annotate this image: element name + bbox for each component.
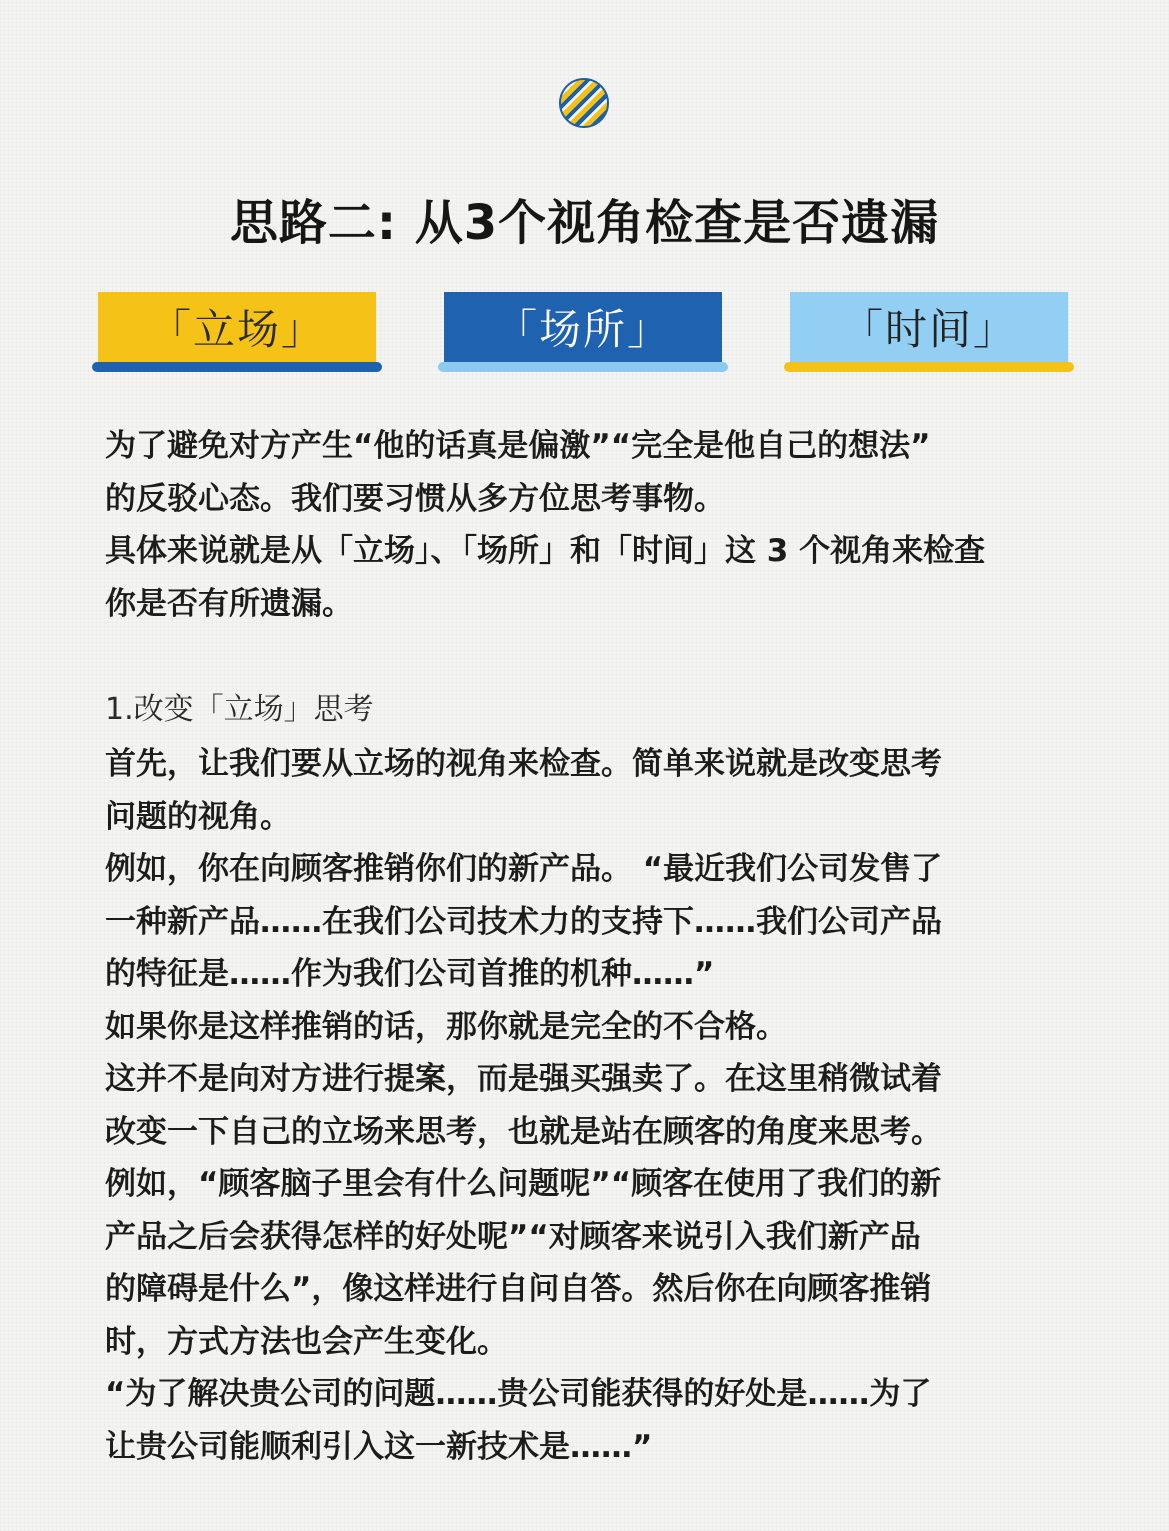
tag-stance bbox=[92, 292, 384, 376]
section-body: 首先，让我们要从立场的视角来检查。简单来说就是改变思考 问题的视角。 例如，你在向顾客推销你们的新产品。 “最近我们公司发售了 一种新产品……在我们公司技术力的支持下……我们公司产品 的特征是……作为我们公司首推的机种……” 如果你是这样推销的话，那你就是完全的不合格。 这并不是向对方进行提案，而是强买强卖了。在这里稍微试着 改变一下自己的立场来思考，也就是站在顾客的角度来思考。 例如，“顾客脑子里会有什么问题呢”“顾客在使用了我们的新 产品之后会获得怎样的好处呢”“对顾客来说引入我们新产品 的障碍是什么”，像这样进行自问自答。然后你在向顾客推销 时，方式方法也会产生变化。 “为了解决贵公司的问题……贵公司能获得的好处是……为了 让贵公司能顺利引入这一新技术是……” bbox=[105, 746, 943, 1465]
tag-time bbox=[784, 292, 1076, 376]
tag-time-underline bbox=[784, 362, 1074, 372]
tag-place-label: 「场所」 bbox=[444, 292, 722, 362]
page-title: 思路二: 从3个视角检查是否遗漏 bbox=[229, 195, 940, 251]
striped-circle-icon bbox=[559, 78, 609, 128]
tag-stance-underline bbox=[92, 362, 382, 372]
intro-paragraph: 为了避免对方产生“他的话真是偏激”“完全是他自己的想法” 的反驳心态。我们要习惯从多方位思考事物。 具体来说就是从「立场」、「场所」和「时间」这 3 个视角来检查 你是否有所遗漏。 bbox=[105, 428, 986, 622]
tag-place bbox=[438, 292, 730, 376]
tag-time-label: 「时间」 bbox=[790, 292, 1068, 362]
tag-place-underline bbox=[438, 362, 728, 372]
tag-stance-label: 「立场」 bbox=[98, 292, 376, 362]
section-heading: 1.改变「立场」思考 bbox=[105, 692, 374, 727]
